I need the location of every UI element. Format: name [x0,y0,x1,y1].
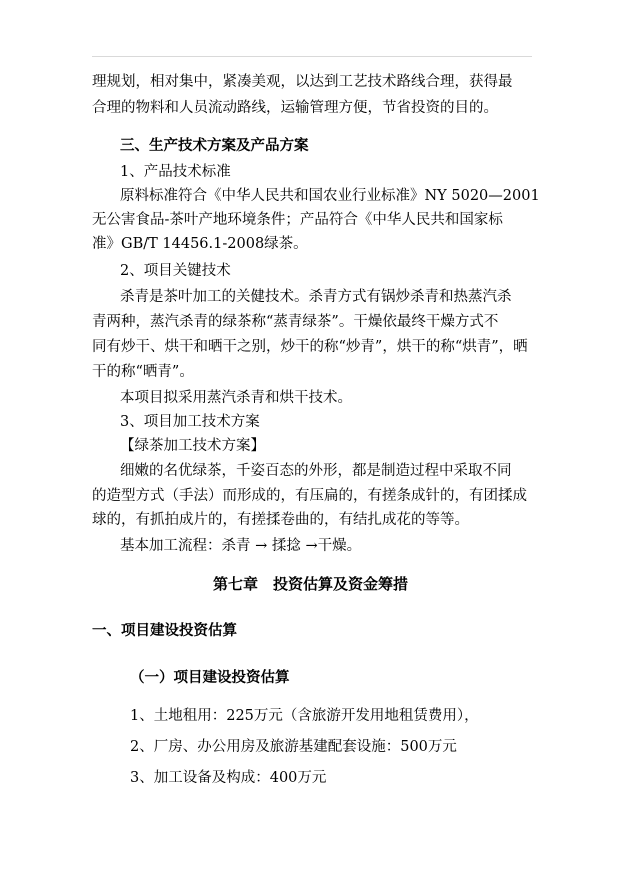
body-line-6: 杀青是茶叶加工的关健技术。杀青方式有锅炒杀青和热蒸汽杀 [120,289,512,305]
list-item-1: 1、土地租用：225万元（含旅游开发用地租赁费用）， [130,708,479,724]
section-heading-3: 三、生产技术方案及产品方案 [120,137,309,154]
body-line-11: 细嫩的名优绿茶，千姿百态的外形，都是制造过程中采取不同 [120,463,512,479]
header-rule [92,56,532,57]
section-heading-1: 一、项目建设投资估算 [92,622,237,639]
chapter-title: 第七章 投资估算及资金筹措 [213,575,409,593]
body-line-13: 球的，有抓拍成片的，有搓揉卷曲的，有结扎成花的等等。 [92,512,469,528]
subheading-3: 3、项目加工技术方案 [120,414,260,430]
body-line-10: 本项目拟采用蒸汽杀青和烘干技术。 [120,390,352,406]
body-line-7: 青两种，蒸汽杀青的绿茶称“蒸青绿茶”。干燥依最终干燥方式不 [92,314,499,330]
process-flow: 基本加工流程：杀青 → 揉捻 →干燥。 [120,538,362,554]
list-item-2: 2、厂房、办公用房及旅游基建配套设施：500万元 [130,739,457,755]
subsection-heading-1: （一）项目建设投资估算 [130,669,290,686]
body-line-5: 准》GB/T 14456.1-2008绿茶。 [92,236,308,252]
body-line-12: 的造型方式（手法）而形成的，有压扁的，有搓条成针的，有团揉成 [92,488,527,504]
subheading-1: 1、产品技术标准 [120,164,231,180]
list-item-3: 3、加工设备及构成：400万元 [130,770,327,786]
bracket-title: 【绿茶加工技术方案】 [120,438,265,454]
body-line-8: 同有炒干、烘干和晒干之别，炒干的称“炒青”，烘干的称“烘青”，晒 [92,339,528,355]
body-line-1: 理规划，相对集中，紧凑美观，以达到工艺技术路线合理，获得最 [92,74,513,90]
body-line-2: 合理的物料和人员流动路线，运输管理方便，节省投资的目的。 [92,100,498,116]
body-line-3: 原料标准符合《中华人民共和国农业行业标准》NY 5020—2001 [120,188,540,204]
subheading-2: 2、项目关键技术 [120,263,231,279]
body-line-4: 无公害食品-茶叶产地环境条件；产品符合《中华人民共和国家标 [92,212,503,228]
body-line-9: 干的称“晒青”。 [92,364,194,380]
